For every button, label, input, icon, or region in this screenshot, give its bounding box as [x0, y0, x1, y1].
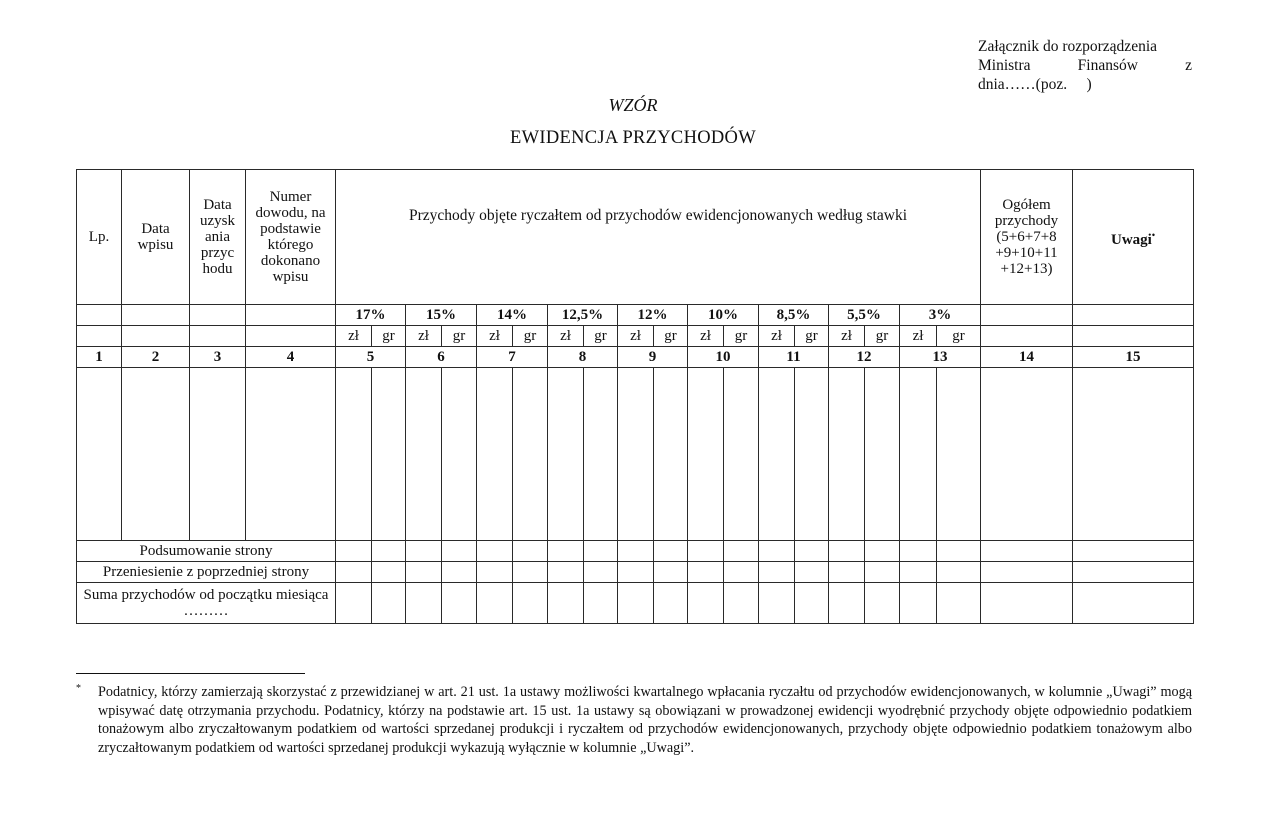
unit-zl: zł — [406, 326, 442, 347]
column-number: 8 — [548, 347, 618, 368]
entry-cell — [865, 541, 900, 562]
entry-cell — [759, 562, 795, 583]
document-title: EWIDENCJA PRZYCHODÓW — [510, 128, 756, 148]
entry-cell — [865, 583, 900, 624]
entry-cell — [900, 562, 937, 583]
entry-cell — [829, 541, 865, 562]
entry-cell — [406, 368, 442, 541]
entry-cell — [795, 541, 829, 562]
entry-cell — [548, 562, 584, 583]
entry-cell — [513, 368, 548, 541]
header-lp: Lp. — [77, 170, 122, 305]
column-number: 11 — [759, 347, 829, 368]
entry-cell — [654, 562, 688, 583]
entry-cell — [724, 368, 759, 541]
entry-cell — [688, 583, 724, 624]
entry-cell — [246, 368, 336, 541]
summary-row — [77, 583, 1194, 624]
entry-cell — [442, 368, 477, 541]
header-row — [77, 170, 1194, 305]
unit-zl: zł — [900, 326, 937, 347]
unit-gr: gr — [442, 326, 477, 347]
unit-zl: zł — [759, 326, 795, 347]
blank-cell — [122, 305, 190, 326]
column-number: 1 — [77, 347, 122, 368]
rate-row — [77, 305, 1194, 326]
column-number: 2 — [122, 347, 190, 368]
revenue-register-table — [76, 169, 1194, 624]
annex-line-2-word-3: z — [1185, 57, 1192, 74]
entry-cell — [795, 368, 829, 541]
header-uwagi-label: Uwagi — [1111, 231, 1152, 248]
summary-label: Podsumowanie strony — [77, 541, 336, 562]
header-numer-dowodu: Numer dowodu, na podstawie którego dokonano wpisu — [246, 170, 336, 305]
entry-cell — [372, 562, 406, 583]
unit-gr: gr — [584, 326, 618, 347]
entry-cell — [336, 368, 372, 541]
entry-cell — [406, 583, 442, 624]
entry-cell — [688, 541, 724, 562]
column-number: 3 — [190, 347, 246, 368]
column-number: 5 — [336, 347, 406, 368]
entry-cell — [548, 583, 584, 624]
entry-cell — [406, 562, 442, 583]
entry-cell — [865, 368, 900, 541]
unit-row — [77, 326, 1194, 347]
entry-cell — [688, 368, 724, 541]
entry-cell — [77, 368, 122, 541]
entry-cell — [477, 583, 513, 624]
entry-cell — [829, 368, 865, 541]
entry-cell — [122, 368, 190, 541]
entry-cell — [759, 541, 795, 562]
entry-cell — [795, 583, 829, 624]
entry-cell — [1073, 368, 1194, 541]
entry-cell — [477, 368, 513, 541]
entry-cell — [981, 368, 1073, 541]
entry-cell — [1073, 583, 1194, 624]
rate-header: 3% — [900, 305, 981, 326]
footnote-reference: • — [1151, 229, 1155, 240]
entry-cell — [513, 562, 548, 583]
entry-cell — [937, 368, 981, 541]
entry-cell — [372, 541, 406, 562]
entry-cell — [548, 368, 584, 541]
entry-cell — [372, 583, 406, 624]
unit-gr: gr — [372, 326, 406, 347]
rate-header: 17% — [336, 305, 406, 326]
annex-line-3: dnia……(poz. ) — [978, 76, 1092, 93]
unit-gr: gr — [865, 326, 900, 347]
unit-gr: gr — [937, 326, 981, 347]
entry-cell — [795, 562, 829, 583]
column-number: 12 — [829, 347, 900, 368]
entry-cell — [336, 583, 372, 624]
footnote-separator — [76, 673, 305, 674]
entry-cell — [584, 368, 618, 541]
header-ogolem: Ogółem przychody (5+6+7+8 +9+10+11 +12+13) — [981, 170, 1073, 305]
entry-cell — [937, 562, 981, 583]
entry-cell — [829, 583, 865, 624]
blank-cell — [122, 326, 190, 347]
rate-header: 12% — [618, 305, 688, 326]
entry-cell — [724, 541, 759, 562]
summary-label: Suma przychodów od początku miesiąca ……… — [77, 583, 336, 624]
entry-cell — [584, 583, 618, 624]
column-number: 7 — [477, 347, 548, 368]
entry-cell — [513, 583, 548, 624]
entry-cell — [584, 541, 618, 562]
unit-zl: zł — [477, 326, 513, 347]
entry-cell — [548, 541, 584, 562]
annex-header — [978, 37, 1192, 94]
entry-cell — [372, 368, 406, 541]
entry-cell — [937, 583, 981, 624]
entry-cell — [981, 562, 1073, 583]
entry-cell — [900, 368, 937, 541]
entry-cell — [654, 583, 688, 624]
entry-cell — [654, 368, 688, 541]
unit-gr: gr — [795, 326, 829, 347]
entry-cell — [336, 541, 372, 562]
entry-cell — [937, 541, 981, 562]
entry-cell — [618, 562, 654, 583]
header-uwagi — [1073, 170, 1194, 305]
entry-cell — [759, 368, 795, 541]
entry-cell — [724, 562, 759, 583]
annex-line-2-word-1: Ministra — [978, 57, 1031, 74]
summary-row — [77, 541, 1194, 562]
blank-cell — [246, 326, 336, 347]
header-data-wpisu: Data wpisu — [122, 170, 190, 305]
column-number-row — [77, 347, 1194, 368]
entry-cell — [336, 562, 372, 583]
unit-zl: zł — [829, 326, 865, 347]
unit-gr: gr — [654, 326, 688, 347]
rate-header: 12,5% — [548, 305, 618, 326]
entry-cell — [618, 541, 654, 562]
entry-cell — [618, 368, 654, 541]
entry-area-row — [77, 368, 1194, 541]
unit-zl: zł — [548, 326, 584, 347]
rate-header: 5,5% — [829, 305, 900, 326]
unit-gr: gr — [513, 326, 548, 347]
annex-line-2-word-2: Finansów — [1077, 57, 1138, 74]
column-number: 13 — [900, 347, 981, 368]
footnote-text: Podatnicy, którzy zamierzają skorzystać z przewidzianej w art. 21 ust. 1a ustawy możliwości kwartalnego wpłacania ryczałtu od przychodów ewidencjonowanych, w kolumnie „Uwagi” mogą wpisywać datę otrzymania przychodu. Podatnicy, którzy na podstawie art. 15 ust. 1a ustawy są obowiązani w prowadzonej ewidencji wyodrębnić przychody objęte odpowiednio podatkiem tonażowym albo zryczałtowanym podatkiem od wartości sprzedanej produkcji i ryczałtem od przychodów ewidencjonowanych, przychody objęte odpowiednio podatkiem tonażowym albo zryczałtowanym podatkiem od wartości sprzedanej produkcji wykazują wyłącznie w kolumnie „Uwagi”. — [98, 684, 1192, 756]
entry-cell — [865, 562, 900, 583]
column-number: 10 — [688, 347, 759, 368]
rate-header: 10% — [688, 305, 759, 326]
blank-cell — [1073, 326, 1194, 347]
blank-cell — [77, 326, 122, 347]
entry-cell — [981, 541, 1073, 562]
column-number: 9 — [618, 347, 688, 368]
blank-cell — [1073, 305, 1194, 326]
entry-cell — [724, 583, 759, 624]
entry-cell — [584, 562, 618, 583]
entry-cell — [654, 541, 688, 562]
blank-cell — [981, 326, 1073, 347]
unit-zl: zł — [688, 326, 724, 347]
entry-cell — [442, 562, 477, 583]
entry-cell — [513, 541, 548, 562]
unit-zl: zł — [618, 326, 654, 347]
column-number: 14 — [981, 347, 1073, 368]
rate-header: 14% — [477, 305, 548, 326]
unit-zl: zł — [336, 326, 372, 347]
annex-line-1: Załącznik do rozporządzenia — [978, 38, 1158, 55]
header-data-uzyskania: Data uzysk ania przyc hodu — [190, 170, 246, 305]
blank-cell — [190, 326, 246, 347]
entry-cell — [829, 562, 865, 583]
footnote-mark: * — [76, 683, 81, 694]
column-number: 6 — [406, 347, 477, 368]
entry-cell — [1073, 541, 1194, 562]
entry-cell — [900, 583, 937, 624]
summary-row — [77, 562, 1194, 583]
entry-cell — [688, 562, 724, 583]
column-number: 4 — [246, 347, 336, 368]
template-label: WZÓR — [608, 95, 658, 115]
blank-cell — [246, 305, 336, 326]
entry-cell — [477, 541, 513, 562]
header-przychody: Przychody objęte ryczałtem od przychodów ewidencjonowanych według stawki — [336, 170, 981, 305]
entry-cell — [759, 583, 795, 624]
rate-header: 15% — [406, 305, 477, 326]
blank-cell — [981, 305, 1073, 326]
unit-gr: gr — [724, 326, 759, 347]
entry-cell — [190, 368, 246, 541]
entry-cell — [406, 541, 442, 562]
entry-cell — [442, 583, 477, 624]
rate-header: 8,5% — [759, 305, 829, 326]
annex-line-2 — [978, 56, 1192, 75]
entry-cell — [477, 562, 513, 583]
blank-cell — [190, 305, 246, 326]
entry-cell — [618, 583, 654, 624]
column-number: 15 — [1073, 347, 1194, 368]
entry-cell — [442, 541, 477, 562]
entry-cell — [900, 541, 937, 562]
summary-label: Przeniesienie z poprzedniej strony — [77, 562, 336, 583]
blank-cell — [77, 305, 122, 326]
entry-cell — [981, 583, 1073, 624]
entry-cell — [1073, 562, 1194, 583]
